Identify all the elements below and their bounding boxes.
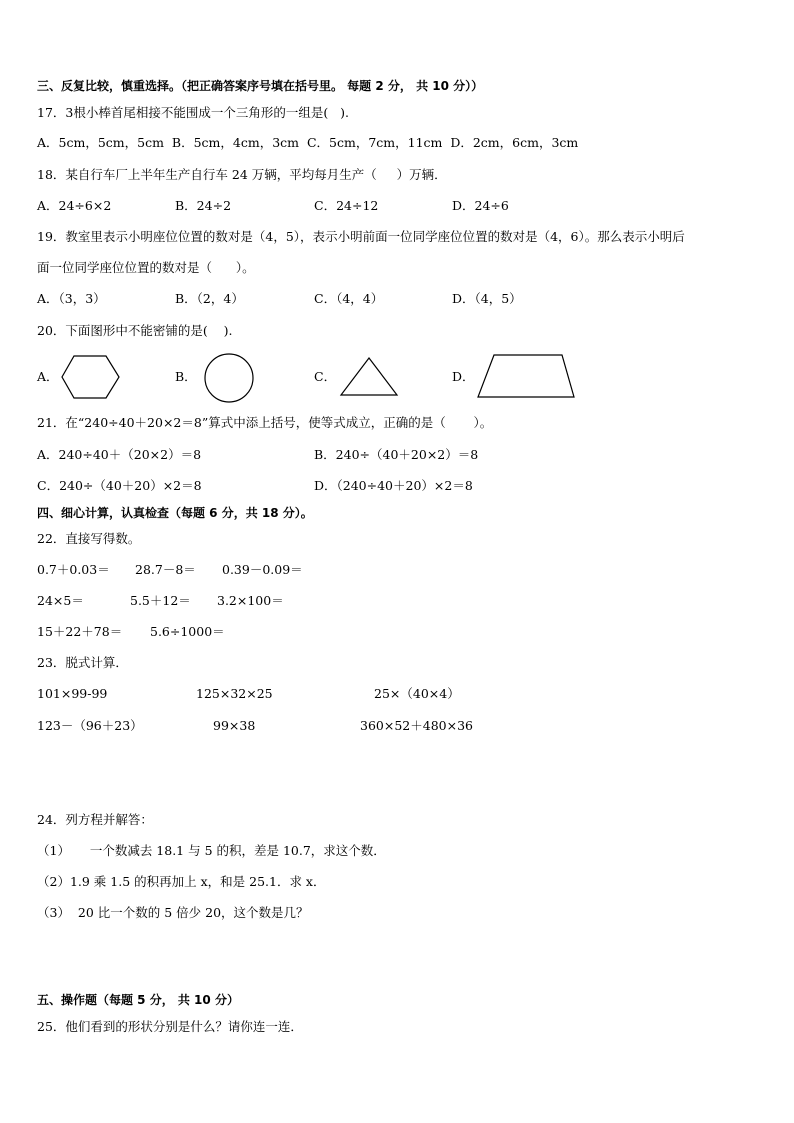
q18-option-a: A．24÷6×2 [37, 198, 112, 213]
q20-stem: 20．下面图形中不能密铺的是( ). [37, 323, 233, 338]
q23-r1-c3: 25×（40×4） [374, 686, 460, 701]
q21-option-a: A．240÷40＋（20×2）＝8 [37, 447, 202, 462]
q22-r2-c2: 5.5＋12＝ [130, 593, 191, 608]
section-5-title: 五、操作题（每题 5 分， 共 10 分） [37, 993, 239, 1007]
q18-option-b: B．24÷2 [175, 198, 232, 213]
q24-item-3: （3） 20 比一个数的 5 倍少 20，这个数是几？ [37, 905, 309, 920]
q22-stem: 22．直接写得数。 [37, 531, 141, 546]
q20-label-d: D． [452, 369, 475, 384]
q21-option-b: B．240÷（40＋20×2）＝8 [314, 447, 479, 462]
section-3-title: 三、反复比较，慎重选择。（把正确答案序号填在括号里。 每题 2 分， 共 10 分）） [37, 79, 484, 93]
section-4-title: 四、细心计算，认真检查（每题 6 分，共 18 分）。 [37, 506, 313, 520]
q22-r3-c2: 5.6÷1000＝ [150, 624, 225, 639]
q18-option-c: C．24÷12 [314, 198, 379, 213]
q19-option-d: D．（4，5） [452, 291, 522, 306]
q19-stem-line1: 19．教室里表示小明座位位置的数对是（4，5），表示小明前面一位同学座位位置的数对是（4，6）。那么表示小明后 [37, 229, 685, 244]
q24-item-2: （2）1.9 乘 1.5 的积再加上 x，和是 25.1．求 x． [37, 874, 326, 889]
q19-stem-line2: 面一位同学座位位置的数对是（ ）。 [37, 260, 255, 275]
q21-option-d: D．（240÷40＋20）×2＝8 [314, 478, 473, 493]
q23-r1-c2: 125×32×25 [196, 686, 273, 701]
q23-r2-c2: 99×38 [213, 718, 256, 733]
q18-stem: 18．某自行车厂上半年生产自行车 24 万辆，平均每月生产（ ）万辆． [37, 167, 447, 182]
q20-label-b: B． [175, 369, 197, 384]
q20-label-a: A． [37, 369, 59, 384]
q22-r1-c2: 28.7－8＝ [135, 562, 196, 577]
q22-r3-c1: 15＋22＋78＝ [37, 624, 123, 639]
hexagon-icon [60, 354, 122, 400]
triangle-icon [338, 356, 400, 398]
q19-option-c: C．（4，4） [314, 291, 384, 306]
q19-option-b: B．（2，4） [175, 291, 244, 306]
trapezoid-icon [475, 352, 577, 400]
q24-item-1: （1） 一个数减去 18.1 与 5 的积，差是 10.7，求这个数． [37, 843, 386, 858]
circle-icon [202, 351, 256, 405]
q22-r2-c1: 24×5＝ [37, 593, 84, 608]
q22-r1-c3: 0.39－0.09＝ [222, 562, 303, 577]
q20-label-c: C． [314, 369, 337, 384]
q24-stem: 24．列方程并解答： [37, 812, 153, 827]
q18-option-d: D．24÷6 [452, 198, 509, 213]
q17-options: A．5cm，5cm，5cm B．5cm，4cm，3cm C．5cm，7cm，11cm D．2cm，6cm，3cm [37, 135, 579, 150]
q23-stem: 23．脱式计算． [37, 655, 128, 670]
q23-r1-c1: 101×99-99 [37, 686, 108, 701]
q17-stem: 17．3根小棒首尾相接不能围成一个三角形的一组是( ). [37, 105, 350, 120]
q25-stem: 25．他们看到的形状分别是什么？请你连一连． [37, 1019, 303, 1034]
q23-r2-c1: 123－（96＋23） [37, 718, 143, 733]
q22-r2-c3: 3.2×100＝ [217, 593, 284, 608]
q21-stem: 21．在“240÷40＋20×2＝8”算式中添上括号，使等式成立，正确的是（ ）。 [37, 415, 493, 430]
q19-option-a: A．（3，3） [37, 291, 106, 306]
q22-r1-c1: 0.7＋0.03＝ [37, 562, 110, 577]
q21-option-c: C．240÷（40＋20）×2＝8 [37, 478, 202, 493]
q23-r2-c3: 360×52＋480×36 [360, 718, 473, 733]
